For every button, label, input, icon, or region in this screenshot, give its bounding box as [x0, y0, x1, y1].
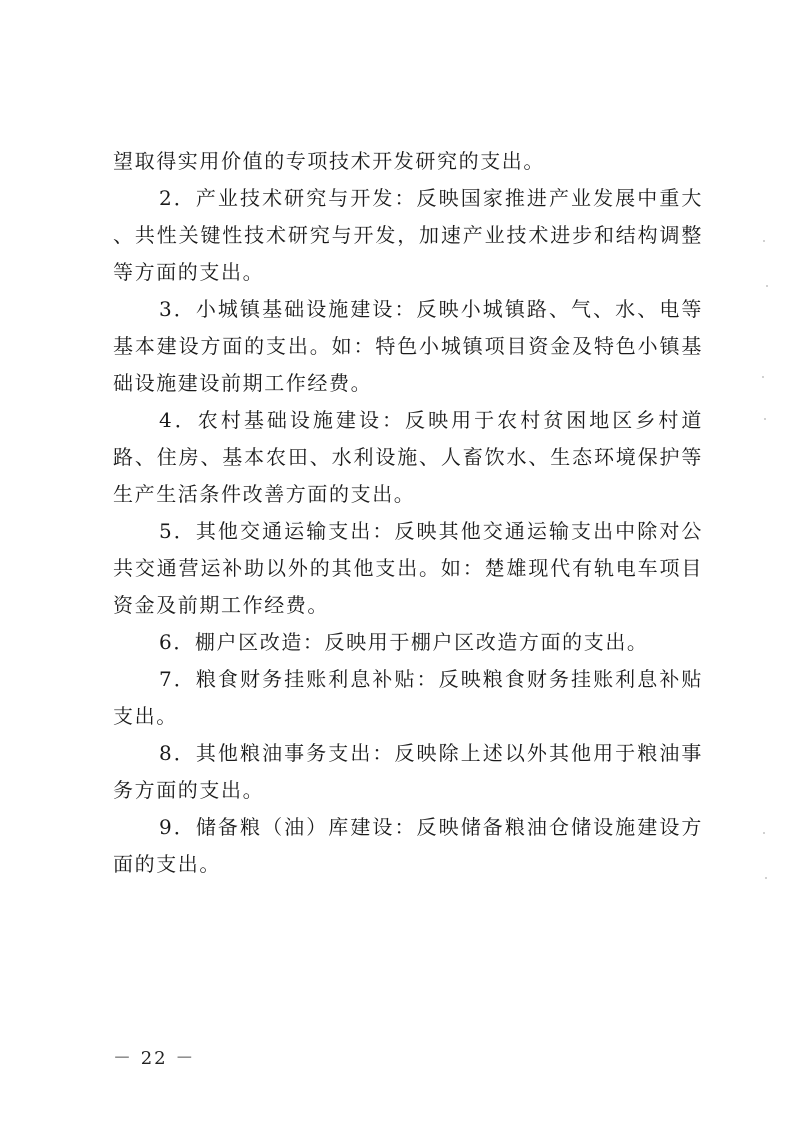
body-text	[113, 143, 703, 883]
paragraph-item-8: 8．其他粮油事务支出：反映除上述以外其他用于粮油事务方面的支出。	[113, 741, 703, 802]
paragraph-item-6: 6．棚户区改造：反映用于棚户区改造方面的支出。	[159, 630, 649, 654]
paragraph-item-7: 7．粮食财务挂账利息补贴：反映粮食财务挂账利息补贴支出。	[113, 667, 703, 728]
paragraph-item-3: 3．小城镇基础设施建设：反映小城镇路、气、水、电等基本建设方面的支出。如：特色小城镇项目资金及特色小镇基础设施建设前期工作经费。	[113, 297, 703, 395]
paragraph-continuation: 望取得实用价值的专项技术开发研究的支出。	[113, 149, 545, 173]
scan-speck	[763, 240, 765, 242]
scan-speck	[764, 418, 766, 420]
scan-speck	[763, 832, 765, 834]
paragraph-item-5: 5．其他交通运输支出：反映其他交通运输支出中除对公共交通营运补助以外的其他支出。如：楚雄现代有轨电车项目资金及前期工作经费。	[113, 519, 703, 617]
scan-speck	[765, 877, 767, 879]
page-number: － 22 －	[113, 1048, 196, 1069]
scan-speck	[766, 285, 768, 287]
paragraph-item-4: 4．农村基础设施建设：反映用于农村贫困地区乡村道路、住房、基本农田、水利设施、人畜饮水、生态环境保护等生产生活条件改善方面的支出。	[113, 408, 703, 506]
paragraph-item-2: 2．产业技术研究与开发：反映国家推进产业发展中重大 、共性关键性技术研究与开发，加速产业技术进步和结构调整等方面的支出。	[113, 186, 703, 284]
paragraph-item-9: 9．储备粮（油）库建设：反映储备粮油仓储设施建设方面的支出。	[113, 815, 703, 876]
scan-speck	[762, 376, 764, 378]
